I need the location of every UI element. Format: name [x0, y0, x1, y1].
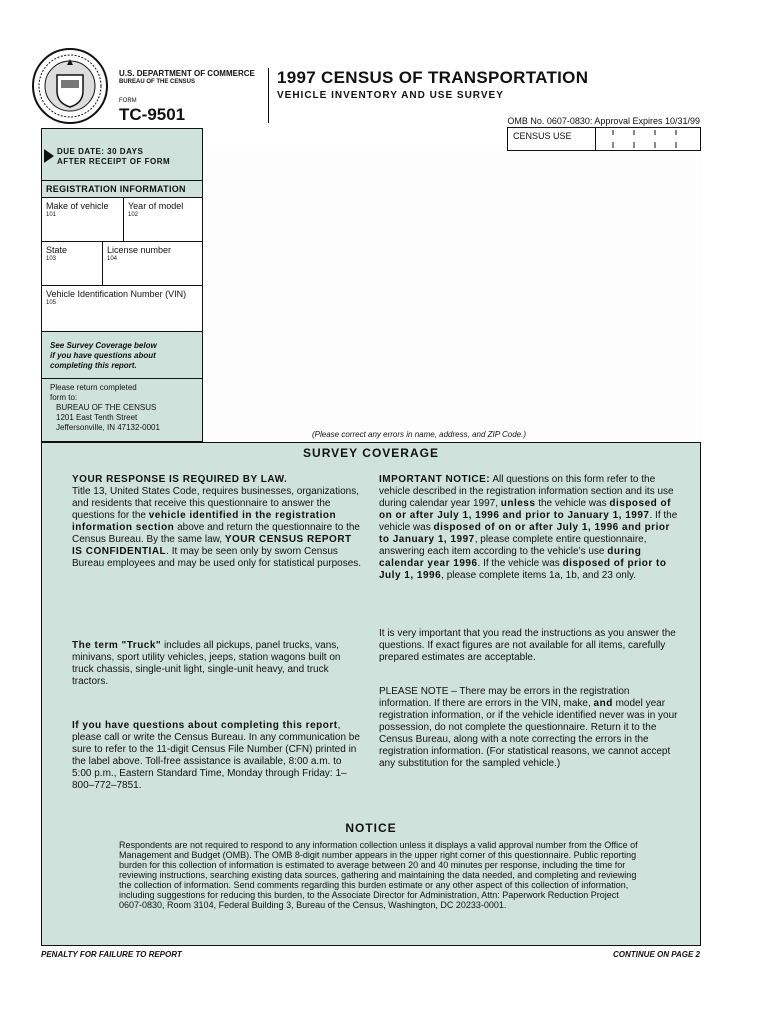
department-name: U.S. DEPARTMENT OF COMMERCE BUREAU OF THE CENSUS	[119, 69, 255, 85]
registration-header: REGISTRATION INFORMATION	[41, 181, 203, 198]
questions-paragraph: If you have questions about completing this report, please call or write the Census Bureau. In any communication be sure to refer to the 11-digit Census File Number (CFN) printed in the label above. Toll-free assistance is available, 8:00 a.m. to 5:00 p.m., Eastern Standard Time, Monday through Friday: 1–800–772–7851.	[72, 720, 360, 791]
census-use-box	[507, 127, 701, 151]
census-use-field	[596, 128, 700, 150]
important-notice-paragraph: IMPORTANT NOTICE: All questions on this form refer to the vehicle described in the registration information section and its use during calendar year 1997, unless the vehicle was disposed of on or after July 1, 1996 and prior to January 1, 1997. If the vehicle was disposed of on or after July 1, 1996 and prior to January 1, 1997, please complete entire questionnaire, answering each item according to the vehicle’s use during calendar year 1996. If the vehicle was disposed of prior to July 1, 1996, please complete items 1a, 1b, and 23 only.	[379, 474, 678, 581]
department-seal	[31, 47, 109, 125]
year-of-model-field[interactable]: Year of model 102	[124, 198, 203, 242]
license-number-field[interactable]: License number 104	[103, 242, 203, 286]
page-title: 1997 CENSUS OF TRANSPORTATION	[277, 68, 589, 87]
page-subtitle: VEHICLE INVENTORY AND USE SURVEY	[277, 90, 504, 101]
make-of-vehicle-field[interactable]: Make of vehicle 101	[41, 198, 124, 242]
census-use-label: CENSUS USE	[508, 128, 596, 150]
return-address: Please return completed form to: BUREAU OF THE CENSUS 1201 East Tenth Street Jeffersonville, IN 47132-0001	[41, 379, 203, 442]
mailing-label-area	[203, 151, 701, 442]
notice-text: Respondents are not required to respond to any information collection unless it displays a valid approval number from the Office of Management and Budget (OMB). The OMB 8-digit number appears in the upper right corner of this questionnaire. Public reporting burden for this collection of information is estimated to average between 20 and 40 minutes per response, including the time for reviewing instructions, searching existing data sources, gathering and maintaining the data needed, and completing and reviewing the collection of information. Send comments regarding this burden estimate or any other aspect of this collection of information, including suggestions for reducing this burden, to the Associate Director for Administration, Attn: Paperwork Reduction Project 0607-0830, Room 3104, Federal Building 3, Bureau of the Census, Washington, DC 20233-0001.	[119, 840, 638, 910]
vin-field[interactable]: Vehicle Identification Number (VIN) 105	[41, 286, 203, 332]
survey-coverage-title: SURVEY COVERAGE	[303, 446, 439, 460]
state-field[interactable]: State 103	[41, 242, 103, 286]
form-number: TC-9501	[119, 105, 186, 124]
continue-label: CONTINUE ON PAGE 2	[613, 950, 700, 959]
penalty-label: PENALTY FOR FAILURE TO REPORT	[41, 950, 182, 959]
correction-note: (Please correct any errors in name, address, and ZIP Code.)	[312, 430, 527, 439]
due-date-text: DUE DATE: 30 DAYS AFTER RECEIPT OF FORM	[57, 147, 171, 166]
header-divider	[268, 68, 269, 123]
notice-title: NOTICE	[345, 821, 397, 835]
law-paragraph: YOUR RESPONSE IS REQUIRED BY LAW. Title 13, United States Code, requires businesses, organizations, and residents that receive this questionnaire to answer the questions for the vehicle identified in the registration information section above and return the questionnaire to the Census Bureau. By the same law, YOUR CENSUS REPORT IS CONFIDENTIAL. It may be seen only by sworn Census Bureau employees and may be used only for statistical purposes.	[72, 474, 362, 569]
please-note-paragraph: PLEASE NOTE – There may be errors in the registration information. If there are errors in the VIN, make, and model year registration information, or if the vehicle identified never was in your possession, do not complete the questionnaire. Return it to the Census Bureau, along with a note correcting the errors in the registration information. (For statistical reasons, we cannot accept any substitution for the sampled vehicle.)	[379, 686, 678, 769]
arrow-right-icon	[44, 149, 54, 163]
instructions-paragraph: It is very important that you read the instructions as you answer the questions. If exact figures are not available for all items, carefully prepared estimates are acceptable.	[379, 628, 676, 663]
see-coverage-note: See Survey Coverage below if you have questions about completing this report.	[41, 332, 203, 379]
form-label: FORM	[119, 98, 137, 104]
omb-number: OMB No. 0607-0830: Approval Expires 10/31/99	[507, 116, 700, 126]
truck-definition-paragraph: The term "Truck" includes all pickups, panel trucks, vans, minivans, sport utility vehicles, jeeps, station wagons built on truck chassis, single-unit light, single-unit heavy, and truck tractors.	[72, 640, 341, 687]
